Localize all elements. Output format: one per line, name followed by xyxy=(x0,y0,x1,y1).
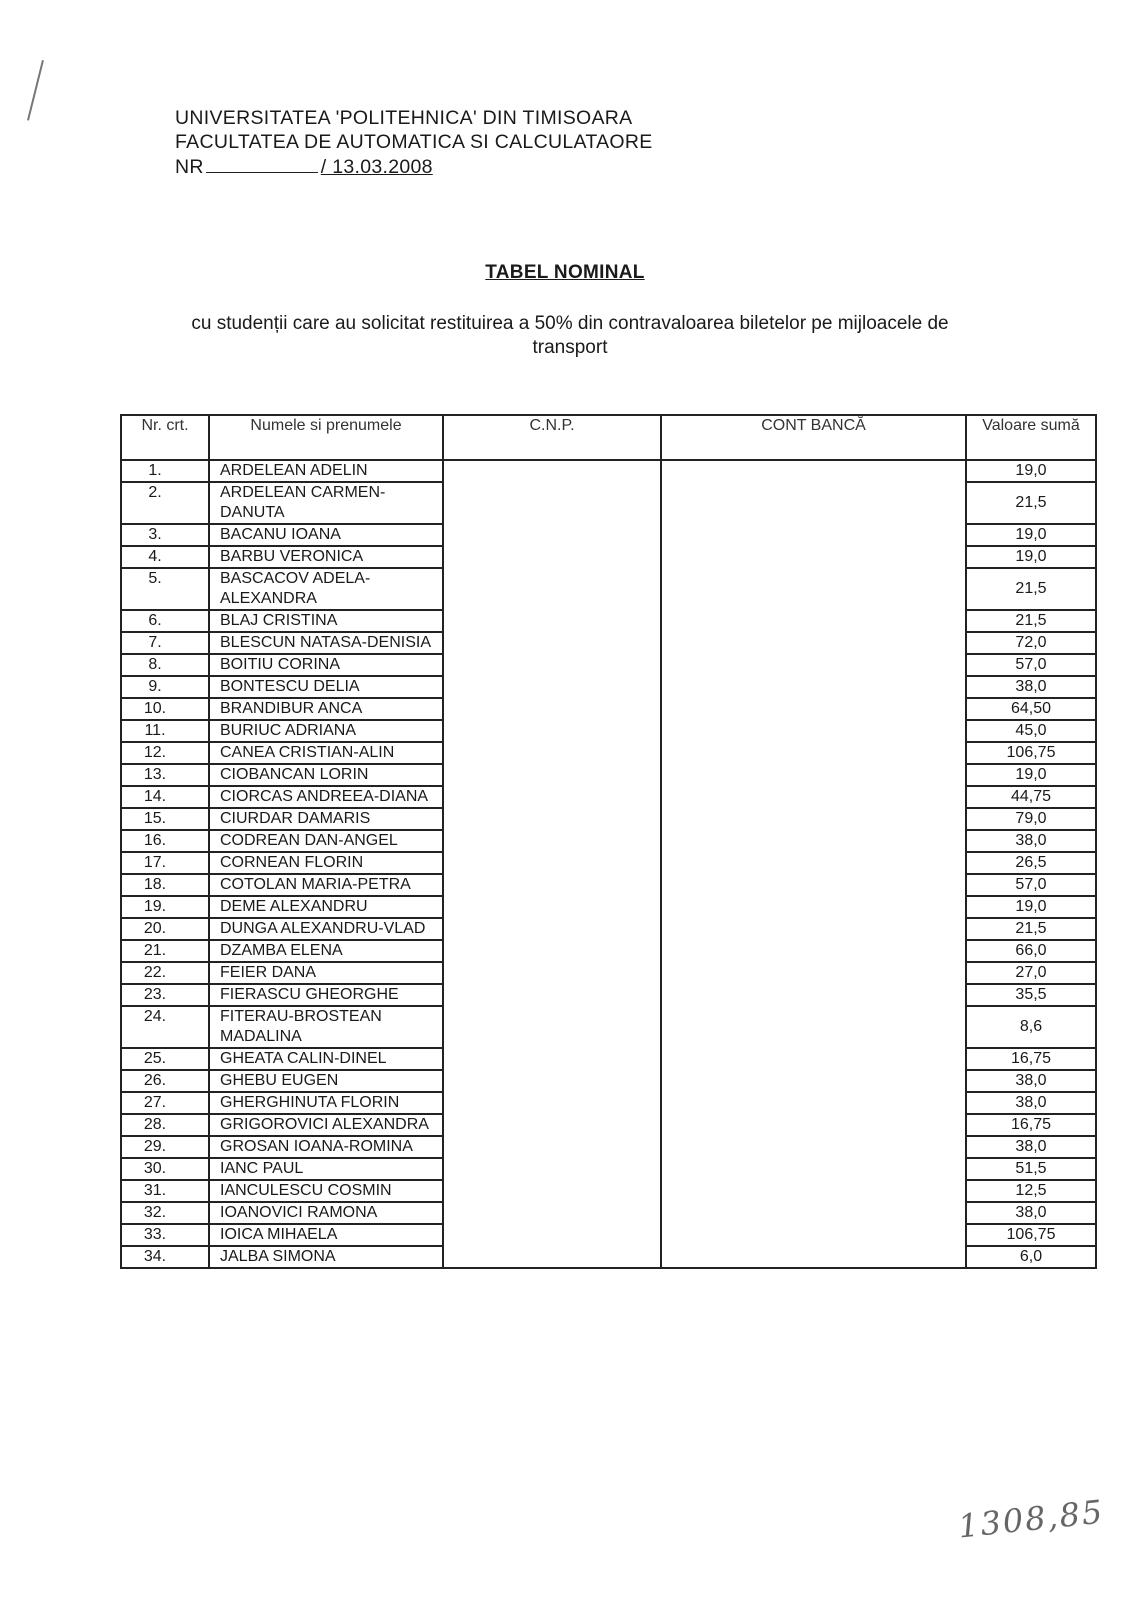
row-number: 13. xyxy=(121,764,209,786)
bank-account-cell xyxy=(661,1180,966,1202)
cnp-cell xyxy=(443,1136,661,1158)
value-amount: 8,6 xyxy=(966,1006,1096,1048)
table-row xyxy=(121,1224,1096,1246)
row-number: 1. xyxy=(121,460,209,482)
cnp-cell xyxy=(443,610,661,632)
row-number: 30. xyxy=(121,1158,209,1180)
nr-blank-line xyxy=(206,154,318,173)
table-row xyxy=(121,896,1096,918)
table-row xyxy=(121,1092,1096,1114)
student-name: BLESCUN NATASA-DENISIA xyxy=(209,632,443,654)
value-amount: 38,0 xyxy=(966,1092,1096,1114)
value-amount: 16,75 xyxy=(966,1114,1096,1136)
table-row xyxy=(121,720,1096,742)
row-number: 23. xyxy=(121,984,209,1006)
bank-account-cell xyxy=(661,808,966,830)
value-amount: 16,75 xyxy=(966,1048,1096,1070)
page-subtitle: cu studenții care au solicitat restituirea a 50% din contravaloarea biletelor pe mijloacele de transport xyxy=(191,313,949,358)
cnp-cell xyxy=(443,874,661,896)
bank-account-cell xyxy=(661,568,966,610)
page-title: TABEL NOMINAL xyxy=(485,262,645,283)
table-body xyxy=(121,460,1096,1268)
value-amount: 38,0 xyxy=(966,830,1096,852)
value-amount: 66,0 xyxy=(966,940,1096,962)
bank-account-cell xyxy=(661,654,966,676)
table-row xyxy=(121,1048,1096,1070)
value-amount: 64,50 xyxy=(966,698,1096,720)
student-name: FITERAU-BROSTEAN MADALINA xyxy=(209,1006,443,1048)
bank-account-cell xyxy=(661,676,966,698)
cnp-cell xyxy=(443,632,661,654)
row-number: 29. xyxy=(121,1136,209,1158)
table-row xyxy=(121,610,1096,632)
value-amount: 21,5 xyxy=(966,568,1096,610)
student-name: DUNGA ALEXANDRU-VLAD xyxy=(209,918,443,940)
bank-account-cell xyxy=(661,1114,966,1136)
value-amount: 45,0 xyxy=(966,720,1096,742)
cnp-cell xyxy=(443,764,661,786)
bank-account-cell xyxy=(661,632,966,654)
value-amount: 19,0 xyxy=(966,896,1096,918)
value-amount: 19,0 xyxy=(966,546,1096,568)
row-number: 18. xyxy=(121,874,209,896)
students-table xyxy=(120,414,1097,1269)
row-number: 7. xyxy=(121,632,209,654)
row-number: 26. xyxy=(121,1070,209,1092)
row-number: 32. xyxy=(121,1202,209,1224)
document-date: / 13.03.2008 xyxy=(320,156,433,178)
table-row xyxy=(121,1136,1096,1158)
row-number: 25. xyxy=(121,1048,209,1070)
bank-account-cell xyxy=(661,874,966,896)
faculty-name: FACULTATEA DE AUTOMATICA SI CALCULATAORE xyxy=(175,131,653,153)
student-name: BLAJ CRISTINA xyxy=(209,610,443,632)
student-name: GHERGHINUTA FLORIN xyxy=(209,1092,443,1114)
value-amount: 57,0 xyxy=(966,654,1096,676)
bank-account-cell xyxy=(661,698,966,720)
student-name: BACANU IOANA xyxy=(209,524,443,546)
student-name: GHEBU EUGEN xyxy=(209,1070,443,1092)
bank-account-cell xyxy=(661,1158,966,1180)
value-amount: 19,0 xyxy=(966,764,1096,786)
table-row xyxy=(121,984,1096,1006)
table-row xyxy=(121,654,1096,676)
table-row xyxy=(121,918,1096,940)
bank-account-cell xyxy=(661,918,966,940)
bank-account-cell xyxy=(661,1070,966,1092)
row-number: 27. xyxy=(121,1092,209,1114)
row-number: 17. xyxy=(121,852,209,874)
student-name: CANEA CRISTIAN-ALIN xyxy=(209,742,443,764)
registration-line xyxy=(175,154,653,179)
bank-account-cell xyxy=(661,1048,966,1070)
student-name: GHEATA CALIN-DINEL xyxy=(209,1048,443,1070)
student-name: IOANOVICI RAMONA xyxy=(209,1202,443,1224)
bank-account-cell xyxy=(661,764,966,786)
value-amount: 38,0 xyxy=(966,676,1096,698)
student-name: JALBA SIMONA xyxy=(209,1246,443,1268)
value-amount: 38,0 xyxy=(966,1136,1096,1158)
table-row xyxy=(121,568,1096,610)
cnp-cell xyxy=(443,830,661,852)
bank-account-cell xyxy=(661,1224,966,1246)
bank-account-cell xyxy=(661,482,966,524)
bank-account-cell xyxy=(661,742,966,764)
table-row xyxy=(121,764,1096,786)
cnp-cell xyxy=(443,1006,661,1048)
row-number: 4. xyxy=(121,546,209,568)
table-row xyxy=(121,460,1096,482)
table-row xyxy=(121,962,1096,984)
bank-account-cell xyxy=(661,830,966,852)
student-name: COTOLAN MARIA-PETRA xyxy=(209,874,443,896)
cnp-cell xyxy=(443,918,661,940)
table-row xyxy=(121,482,1096,524)
cnp-cell xyxy=(443,742,661,764)
row-number: 2. xyxy=(121,482,209,524)
table-row xyxy=(121,830,1096,852)
value-amount: 44,75 xyxy=(966,786,1096,808)
bank-account-cell xyxy=(661,524,966,546)
table-row xyxy=(121,524,1096,546)
document-header xyxy=(175,106,653,179)
student-name: CIORCAS ANDREEA-DIANA xyxy=(209,786,443,808)
value-amount: 12,5 xyxy=(966,1180,1096,1202)
student-name: DZAMBA ELENA xyxy=(209,940,443,962)
student-name: BASCACOV ADELA-ALEXANDRA xyxy=(209,568,443,610)
student-name: IANCULESCU COSMIN xyxy=(209,1180,443,1202)
value-amount: 21,5 xyxy=(966,918,1096,940)
bank-account-cell xyxy=(661,940,966,962)
table-row xyxy=(121,1202,1096,1224)
student-name: IANC PAUL xyxy=(209,1158,443,1180)
cnp-cell xyxy=(443,1246,661,1268)
student-name: BONTESCU DELIA xyxy=(209,676,443,698)
cnp-cell xyxy=(443,698,661,720)
cnp-cell xyxy=(443,852,661,874)
table-row xyxy=(121,676,1096,698)
value-amount: 38,0 xyxy=(966,1202,1096,1224)
bank-account-cell xyxy=(661,720,966,742)
cnp-cell xyxy=(443,460,661,482)
value-amount: 79,0 xyxy=(966,808,1096,830)
nr-label: NR xyxy=(175,156,204,178)
value-amount: 106,75 xyxy=(966,1224,1096,1246)
cnp-cell xyxy=(443,808,661,830)
bank-account-cell xyxy=(661,1202,966,1224)
cnp-cell xyxy=(443,654,661,676)
table-row xyxy=(121,546,1096,568)
column-header-nr: Nr. crt. xyxy=(121,415,209,460)
cnp-cell xyxy=(443,1114,661,1136)
student-name: GROSAN IOANA-ROMINA xyxy=(209,1136,443,1158)
bank-account-cell xyxy=(661,962,966,984)
value-amount: 19,0 xyxy=(966,460,1096,482)
row-number: 11. xyxy=(121,720,209,742)
row-number: 10. xyxy=(121,698,209,720)
student-name: BOITIU CORINA xyxy=(209,654,443,676)
table-row xyxy=(121,1158,1096,1180)
table-row xyxy=(121,698,1096,720)
cnp-cell xyxy=(443,1048,661,1070)
value-amount: 21,5 xyxy=(966,610,1096,632)
bank-account-cell xyxy=(661,984,966,1006)
table-row xyxy=(121,632,1096,654)
cnp-cell xyxy=(443,482,661,524)
row-number: 31. xyxy=(121,1180,209,1202)
row-number: 22. xyxy=(121,962,209,984)
value-amount: 106,75 xyxy=(966,742,1096,764)
bank-account-cell xyxy=(661,610,966,632)
value-amount: 26,5 xyxy=(966,852,1096,874)
cnp-cell xyxy=(443,1224,661,1246)
row-number: 28. xyxy=(121,1114,209,1136)
bank-account-cell xyxy=(661,1092,966,1114)
value-amount: 27,0 xyxy=(966,962,1096,984)
value-amount: 38,0 xyxy=(966,1070,1096,1092)
bank-account-cell xyxy=(661,1136,966,1158)
cnp-cell xyxy=(443,1092,661,1114)
student-name: BRANDIBUR ANCA xyxy=(209,698,443,720)
row-number: 34. xyxy=(121,1246,209,1268)
student-name: BURIUC ADRIANA xyxy=(209,720,443,742)
row-number: 19. xyxy=(121,896,209,918)
student-name: DEME ALEXANDRU xyxy=(209,896,443,918)
bank-account-cell xyxy=(661,546,966,568)
value-amount: 51,5 xyxy=(966,1158,1096,1180)
table-row xyxy=(121,1114,1096,1136)
cnp-cell xyxy=(443,984,661,1006)
cnp-cell xyxy=(443,720,661,742)
cnp-cell xyxy=(443,940,661,962)
row-number: 16. xyxy=(121,830,209,852)
value-amount: 72,0 xyxy=(966,632,1096,654)
table-row xyxy=(121,808,1096,830)
row-number: 3. xyxy=(121,524,209,546)
row-number: 14. xyxy=(121,786,209,808)
table-row xyxy=(121,1070,1096,1092)
handwritten-total: 1308,85 xyxy=(956,1492,1106,1546)
bank-account-cell xyxy=(661,896,966,918)
row-number: 24. xyxy=(121,1006,209,1048)
bank-account-cell xyxy=(661,1246,966,1268)
table-row xyxy=(121,1006,1096,1048)
student-name: FEIER DANA xyxy=(209,962,443,984)
row-number: 6. xyxy=(121,610,209,632)
student-name: IOICA MIHAELA xyxy=(209,1224,443,1246)
bank-account-cell xyxy=(661,460,966,482)
column-header-value: Valoare sumă xyxy=(966,415,1096,460)
cnp-cell xyxy=(443,524,661,546)
student-name: CIOBANCAN LORIN xyxy=(209,764,443,786)
student-name: ARDELEAN CARMEN-DANUTA xyxy=(209,482,443,524)
scan-mark xyxy=(27,60,44,121)
row-number: 20. xyxy=(121,918,209,940)
student-name: ARDELEAN ADELIN xyxy=(209,460,443,482)
student-name: BARBU VERONICA xyxy=(209,546,443,568)
value-amount: 35,5 xyxy=(966,984,1096,1006)
row-number: 33. xyxy=(121,1224,209,1246)
cnp-cell xyxy=(443,896,661,918)
column-header-name: Numele si prenumele xyxy=(209,415,443,460)
table-row xyxy=(121,874,1096,896)
value-amount: 21,5 xyxy=(966,482,1096,524)
student-name: CODREAN DAN-ANGEL xyxy=(209,830,443,852)
table-row xyxy=(121,742,1096,764)
cnp-cell xyxy=(443,1070,661,1092)
student-name: CORNEAN FLORIN xyxy=(209,852,443,874)
cnp-cell xyxy=(443,1158,661,1180)
cnp-cell xyxy=(443,568,661,610)
table-row xyxy=(121,1180,1096,1202)
value-amount: 57,0 xyxy=(966,874,1096,896)
cnp-cell xyxy=(443,1202,661,1224)
cnp-cell xyxy=(443,1180,661,1202)
table-row xyxy=(121,1246,1096,1268)
table-row xyxy=(121,940,1096,962)
bank-account-cell xyxy=(661,786,966,808)
value-amount: 6,0 xyxy=(966,1246,1096,1268)
bank-account-cell xyxy=(661,852,966,874)
row-number: 15. xyxy=(121,808,209,830)
row-number: 21. xyxy=(121,940,209,962)
university-name: UNIVERSITATEA 'POLITEHNICA' DIN TIMISOARA xyxy=(175,107,633,129)
row-number: 12. xyxy=(121,742,209,764)
student-name: CIURDAR DAMARIS xyxy=(209,808,443,830)
cnp-cell xyxy=(443,786,661,808)
student-name: GRIGOROVICI ALEXANDRA xyxy=(209,1114,443,1136)
row-number: 5. xyxy=(121,568,209,610)
row-number: 8. xyxy=(121,654,209,676)
table-row xyxy=(121,852,1096,874)
table-row xyxy=(121,786,1096,808)
value-amount: 19,0 xyxy=(966,524,1096,546)
row-number: 9. xyxy=(121,676,209,698)
student-name: FIERASCU GHEORGHE xyxy=(209,984,443,1006)
cnp-cell xyxy=(443,546,661,568)
table-header-row xyxy=(121,415,1096,460)
cnp-cell xyxy=(443,962,661,984)
bank-account-cell xyxy=(661,1006,966,1048)
cnp-cell xyxy=(443,676,661,698)
column-header-bank-account: CONT BANCĂ xyxy=(661,415,966,460)
column-header-cnp: C.N.P. xyxy=(443,415,661,460)
